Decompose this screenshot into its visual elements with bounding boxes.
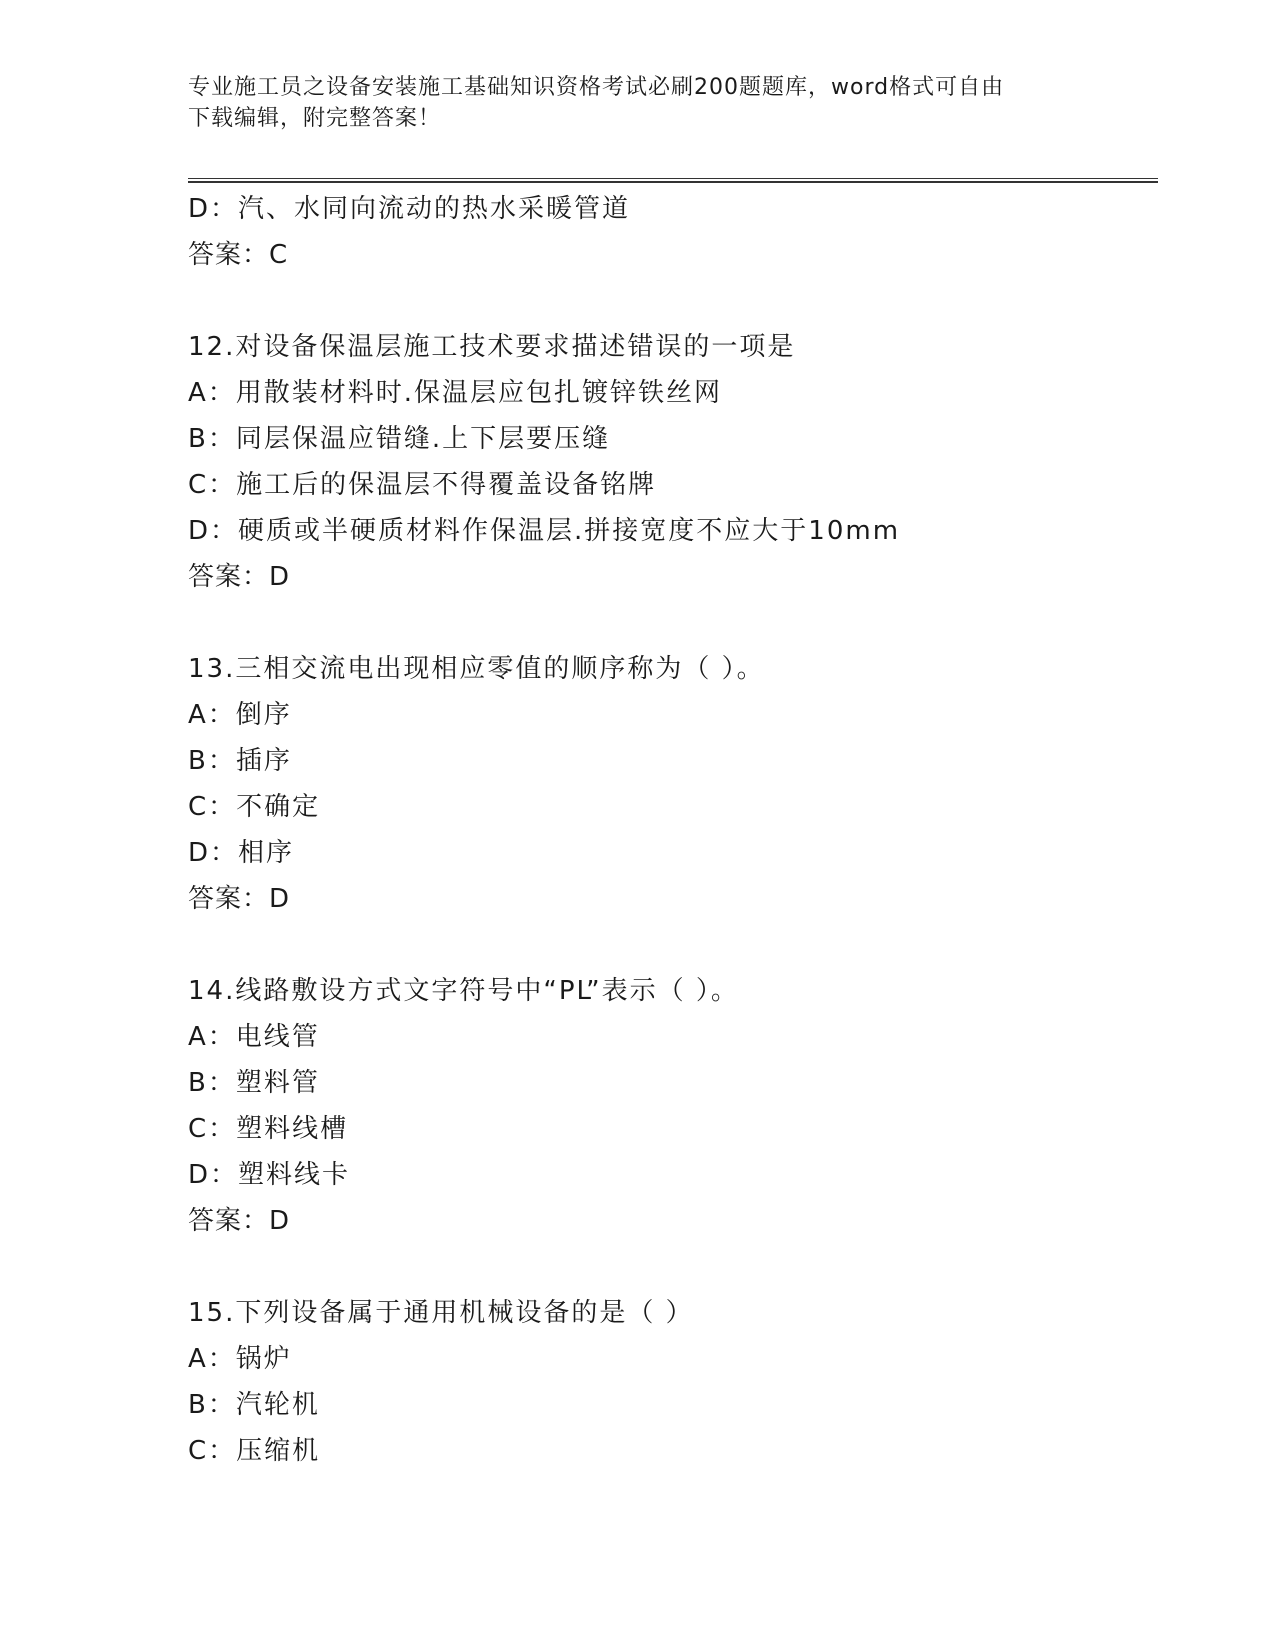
option-b: B：插序 — [188, 746, 292, 776]
header-line-1: 专业施工员之设备安装施工基础知识资格考试必刷200题题库，word格式可自由 — [188, 75, 1005, 100]
question-stem: 14.线路敷设方式文字符号中“PL”表示（ ）。 — [188, 976, 739, 1006]
option-a: A：用散装材料时.保温层应包扎镀锌铁丝网 — [188, 378, 723, 408]
option-b: B：同层保温应错缝.上下层要压缝 — [188, 424, 611, 454]
question-list — [188, 186, 1148, 1474]
option-c: C：施工后的保温层不得覆盖设备铭牌 — [188, 470, 657, 500]
answer-line: 答案：C — [188, 240, 289, 270]
option-c: C：压缩机 — [188, 1436, 321, 1466]
option-c: C：不确定 — [188, 792, 321, 822]
answer-line: 答案：D — [188, 1206, 291, 1236]
option-a: A：倒序 — [188, 700, 292, 730]
option-a: A：电线管 — [188, 1022, 320, 1052]
spacer — [188, 278, 1148, 324]
header-line-2: 下载编辑，附完整答案！ — [188, 106, 442, 131]
option-d: D：相序 — [188, 838, 295, 868]
question-block-14 — [188, 968, 1148, 1244]
option-a: A：锅炉 — [188, 1344, 292, 1374]
header-divider — [188, 178, 1158, 183]
question-block-13 — [188, 646, 1148, 922]
question-block-prev — [188, 186, 1148, 278]
question-stem: 12.对设备保温层施工技术要求描述错误的一项是 — [188, 332, 796, 362]
option-d: D：塑料线卡 — [188, 1160, 351, 1190]
answer-line: 答案：D — [188, 562, 291, 592]
option-d: D：汽、水同向流动的热水采暖管道 — [188, 194, 631, 224]
question-block-12 — [188, 324, 1148, 600]
answer-line: 答案：D — [188, 884, 291, 914]
option-d: D：硬质或半硬质材料作保温层.拼接宽度不应大于10mm — [188, 516, 901, 546]
spacer — [188, 600, 1148, 646]
question-stem: 13.三相交流电出现相应零值的顺序称为（ ）。 — [188, 654, 765, 684]
option-c: C：塑料线槽 — [188, 1114, 349, 1144]
question-block-15 — [188, 1290, 1148, 1474]
spacer — [188, 922, 1148, 968]
option-b: B：汽轮机 — [188, 1390, 320, 1420]
option-b: B：塑料管 — [188, 1068, 320, 1098]
spacer — [188, 1244, 1148, 1290]
question-stem: 15.下列设备属于通用机械设备的是（ ） — [188, 1298, 694, 1328]
document-header — [188, 72, 1068, 134]
